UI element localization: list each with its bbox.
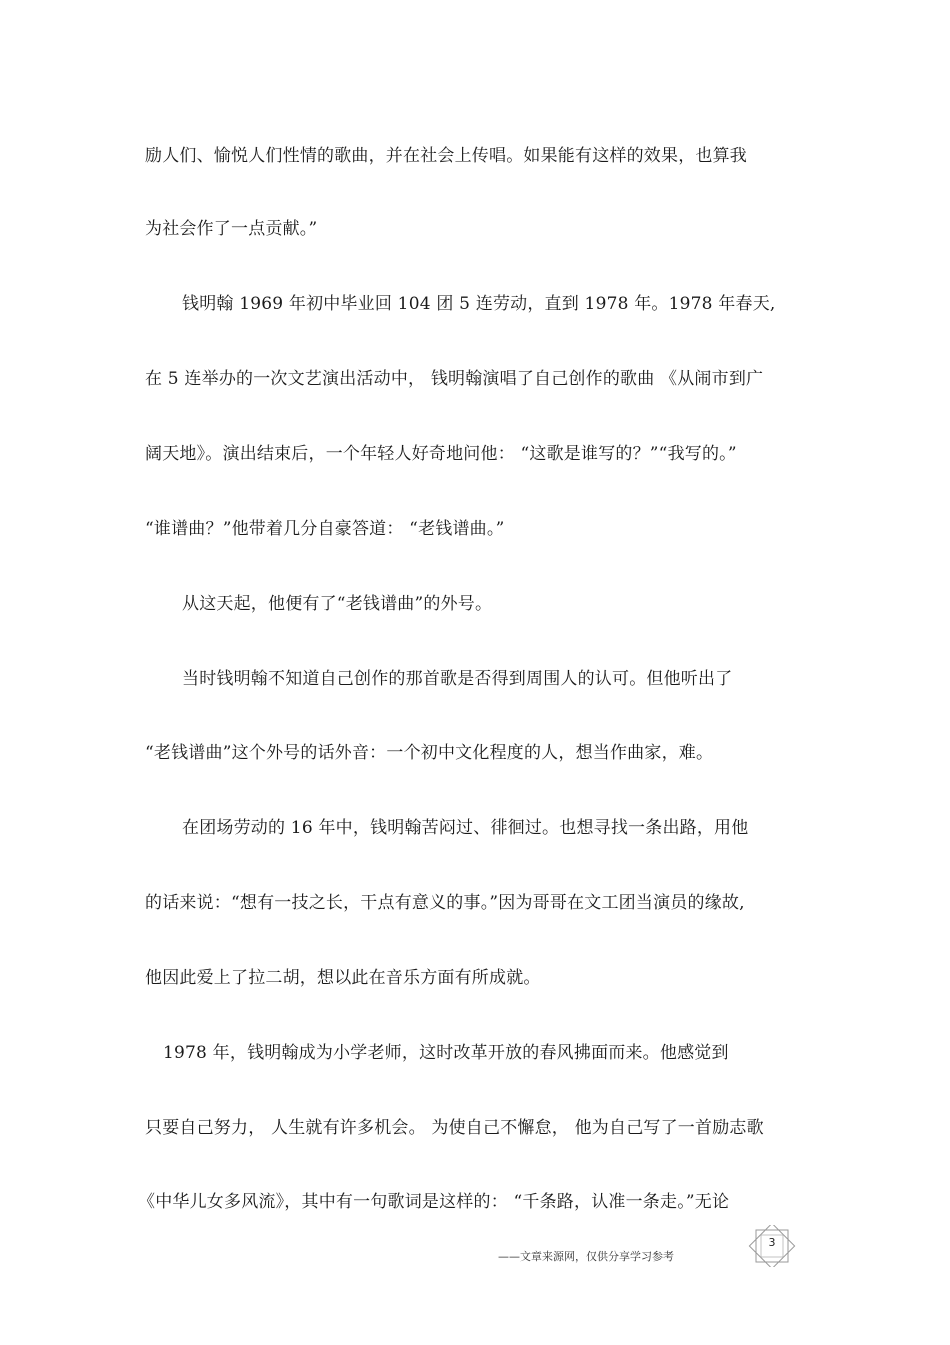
text-line: 钱明翰 1969 年初中毕业回 104 团 5 连劳动，直到 1978 年。1978 年春天, — [182, 294, 776, 314]
footer-source-note: ——文章来源网，仅供分享学习参考 — [498, 1250, 674, 1263]
text-line: 励人们、愉悦人们性情的歌曲，并在社会上传唱。如果能有这样的效果，也算我 — [145, 146, 747, 166]
text-line: 《中华儿女多风流》，其中有一句歌词是这样的： “千条路，认准一条走。”无论 — [138, 1192, 730, 1212]
text-line: 他因此爱上了拉二胡，想以此在音乐方面有所成就。 — [145, 968, 541, 988]
text-line: 从这天起，他便有了“老钱谱曲”的外号。 — [182, 594, 493, 614]
text-line: 在团场劳动的 16 年中，钱明翰苦闷过、徘徊过。也想寻找一条出路，用他 — [182, 818, 749, 838]
page-number-badge — [748, 1225, 796, 1267]
text-line: 阔天地》。演出结束后，一个年轻人好奇地问他： “这歌是谁写的？”“我写的。” — [145, 444, 737, 464]
page-number: 3 — [768, 1236, 776, 1249]
text-line: 在 5 连举办的一次文艺演出活动中， 钱明翰演唱了自己创作的歌曲 《从闹市到广 — [145, 369, 764, 389]
text-line: 只要自己努力， 人生就有许多机会。 为使自己不懈怠， 他为自己写了一首励志歌 — [145, 1118, 764, 1138]
text-line: “谁谱曲？”他带着几分自豪答道： “老钱谱曲。” — [145, 519, 505, 539]
text-line: 为社会作了一点贡献。” — [145, 219, 318, 239]
text-line: “老钱谱曲”这个外号的话外音：一个初中文化程度的人，想当作曲家，难。 — [145, 743, 714, 763]
text-line: 1978 年，钱明翰成为小学老师，这时改革开放的春风拂面而来。他感觉到 — [163, 1043, 729, 1063]
text-line: 当时钱明翰不知道自己创作的那首歌是否得到周围人的认可。但他听出了 — [182, 669, 733, 689]
text-line: 的话来说：“想有一技之长，干点有意义的事。”因为哥哥在文工团当演员的缘故, — [145, 893, 745, 913]
